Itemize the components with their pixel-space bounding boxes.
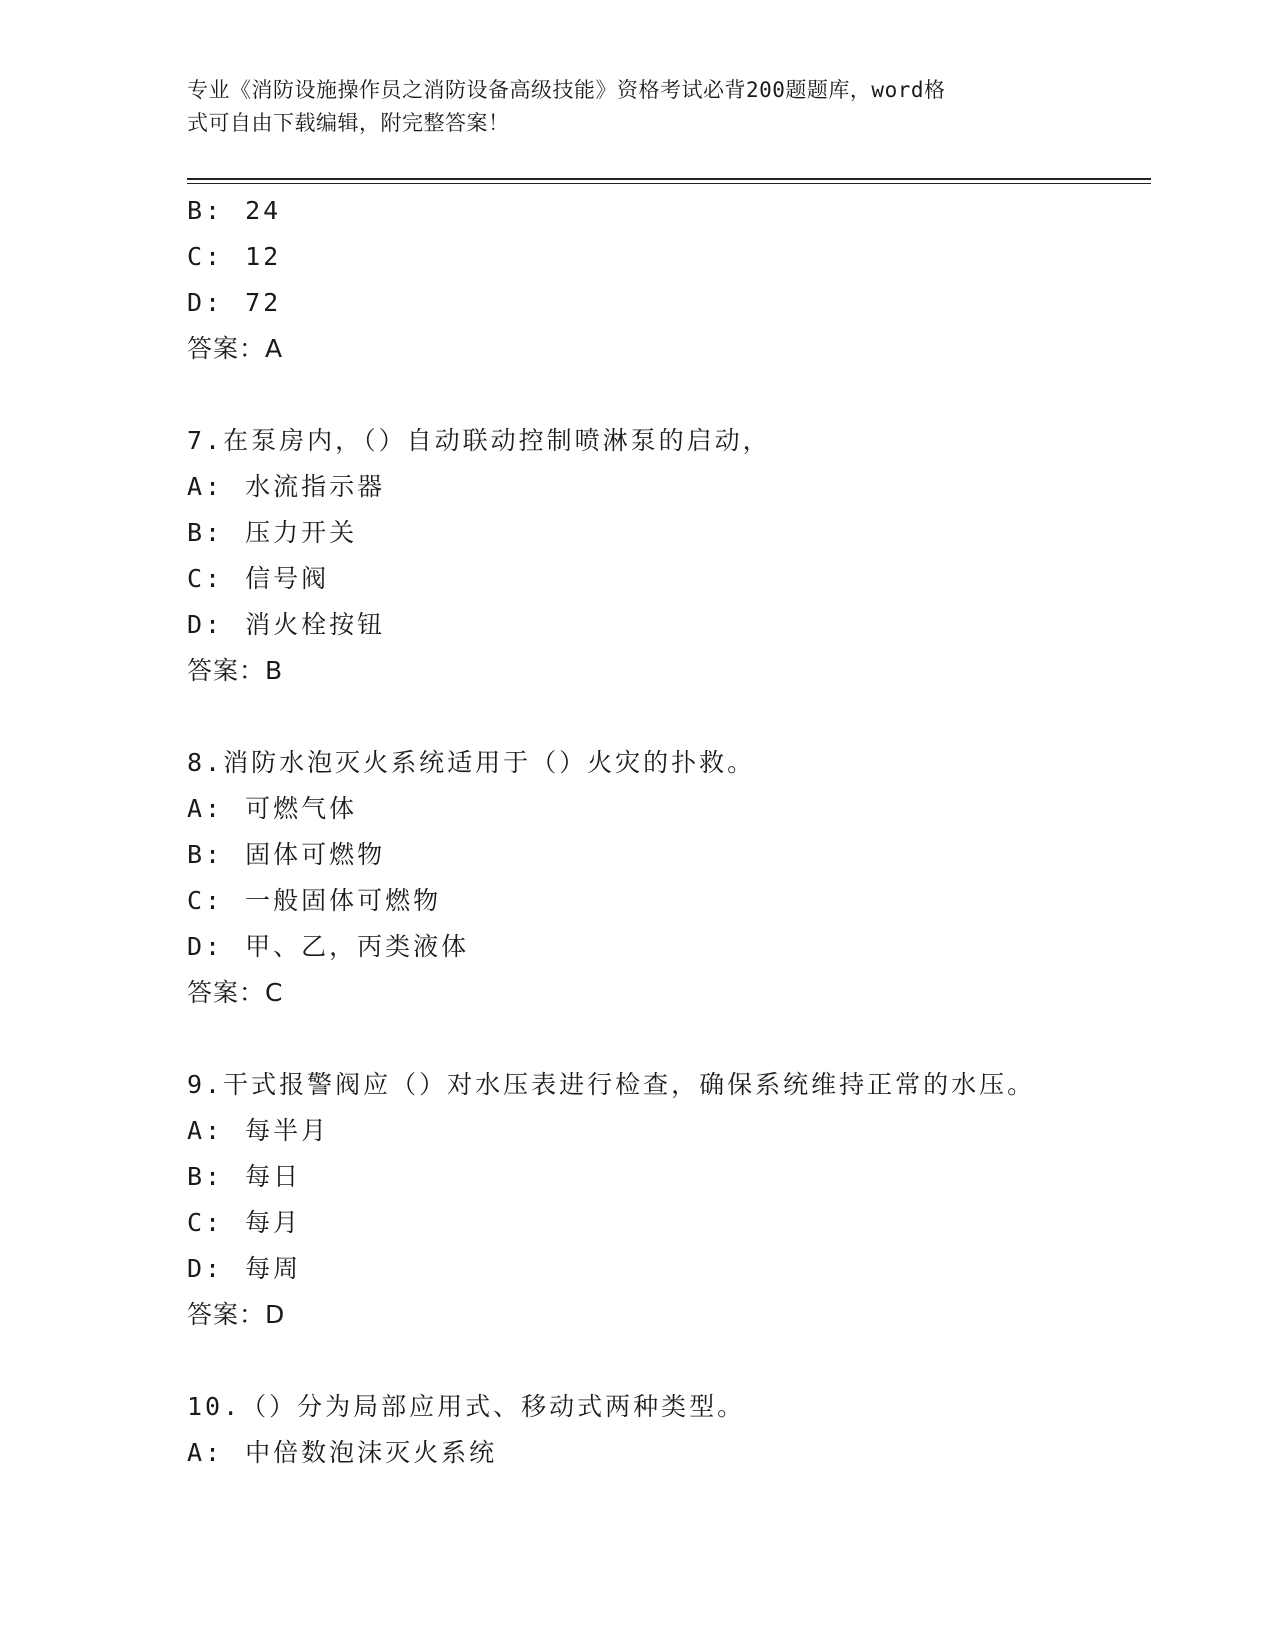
question-list (187, 188, 1147, 1476)
option-key: D: (187, 610, 224, 639)
question-stem: 10.（）分为局部应用式、移动式两种类型。 (187, 1392, 746, 1421)
option-text: 24 (245, 196, 282, 225)
option-key: C: (187, 242, 224, 271)
answer-line: 答案：A (187, 334, 284, 363)
option-d (187, 924, 1147, 970)
header-rule-thin (187, 183, 1151, 184)
option-b (187, 188, 1147, 234)
question-10 (187, 1384, 1147, 1476)
option-key: D: (187, 1254, 224, 1283)
option-text: 信号阀 (245, 564, 330, 593)
option-c (187, 878, 1147, 924)
question-9 (187, 1062, 1147, 1338)
option-text: 水流指示器 (245, 472, 386, 501)
option-d (187, 602, 1147, 648)
answer-line: 答案：D (187, 1300, 286, 1329)
option-b (187, 1154, 1147, 1200)
option-d (187, 280, 1147, 326)
option-text: 可燃气体 (245, 794, 358, 823)
option-text: 中倍数泡沫灭火系统 (245, 1438, 498, 1467)
option-key: A: (187, 1116, 224, 1145)
option-key: B: (187, 1162, 224, 1191)
option-text: 每周 (245, 1254, 302, 1283)
option-c (187, 556, 1147, 602)
option-key: B: (187, 196, 224, 225)
option-key: D: (187, 288, 224, 317)
header-rule-thick (187, 178, 1151, 180)
header-line-1: 专业《消防设施操作员之消防设备高级技能》资格考试必背200题题库，word格 (187, 78, 946, 102)
option-a (187, 786, 1147, 832)
option-b (187, 832, 1147, 878)
document-header (187, 74, 1067, 140)
option-text: 12 (245, 242, 282, 271)
option-key: A: (187, 1438, 224, 1467)
option-text: 甲、乙，丙类液体 (245, 932, 470, 961)
option-text: 消火栓按钮 (245, 610, 386, 639)
option-a (187, 464, 1147, 510)
option-d (187, 1246, 1147, 1292)
option-text: 每月 (245, 1208, 302, 1237)
question-stem: 9.干式报警阀应（）对水压表进行检查，确保系统维持正常的水压。 (187, 1070, 1036, 1099)
option-key: B: (187, 840, 224, 869)
question-stem: 7.在泵房内，（）自动联动控制喷淋泵的启动， (187, 426, 771, 455)
option-key: D: (187, 932, 224, 961)
question-6-continuation (187, 188, 1147, 372)
option-c (187, 234, 1147, 280)
option-key: A: (187, 472, 224, 501)
option-text: 每半月 (245, 1116, 330, 1145)
option-text: 每日 (245, 1162, 302, 1191)
question-7 (187, 418, 1147, 694)
option-key: C: (187, 1208, 224, 1237)
option-key: C: (187, 886, 224, 915)
answer-line: 答案：B (187, 656, 284, 685)
option-text: 固体可燃物 (245, 840, 386, 869)
option-key: A: (187, 794, 224, 823)
option-a (187, 1108, 1147, 1154)
option-b (187, 510, 1147, 556)
option-key: C: (187, 564, 224, 593)
option-text: 72 (245, 288, 282, 317)
option-key: B: (187, 518, 224, 547)
option-text: 一般固体可燃物 (245, 886, 442, 915)
option-c (187, 1200, 1147, 1246)
option-a (187, 1430, 1147, 1476)
answer-line: 答案：C (187, 978, 284, 1007)
question-stem: 8.消防水泡灭火系统适用于（）火灾的扑救。 (187, 748, 756, 777)
header-line-2: 式可自由下载编辑，附完整答案！ (187, 111, 510, 135)
question-8 (187, 740, 1147, 1016)
option-text: 压力开关 (245, 518, 358, 547)
